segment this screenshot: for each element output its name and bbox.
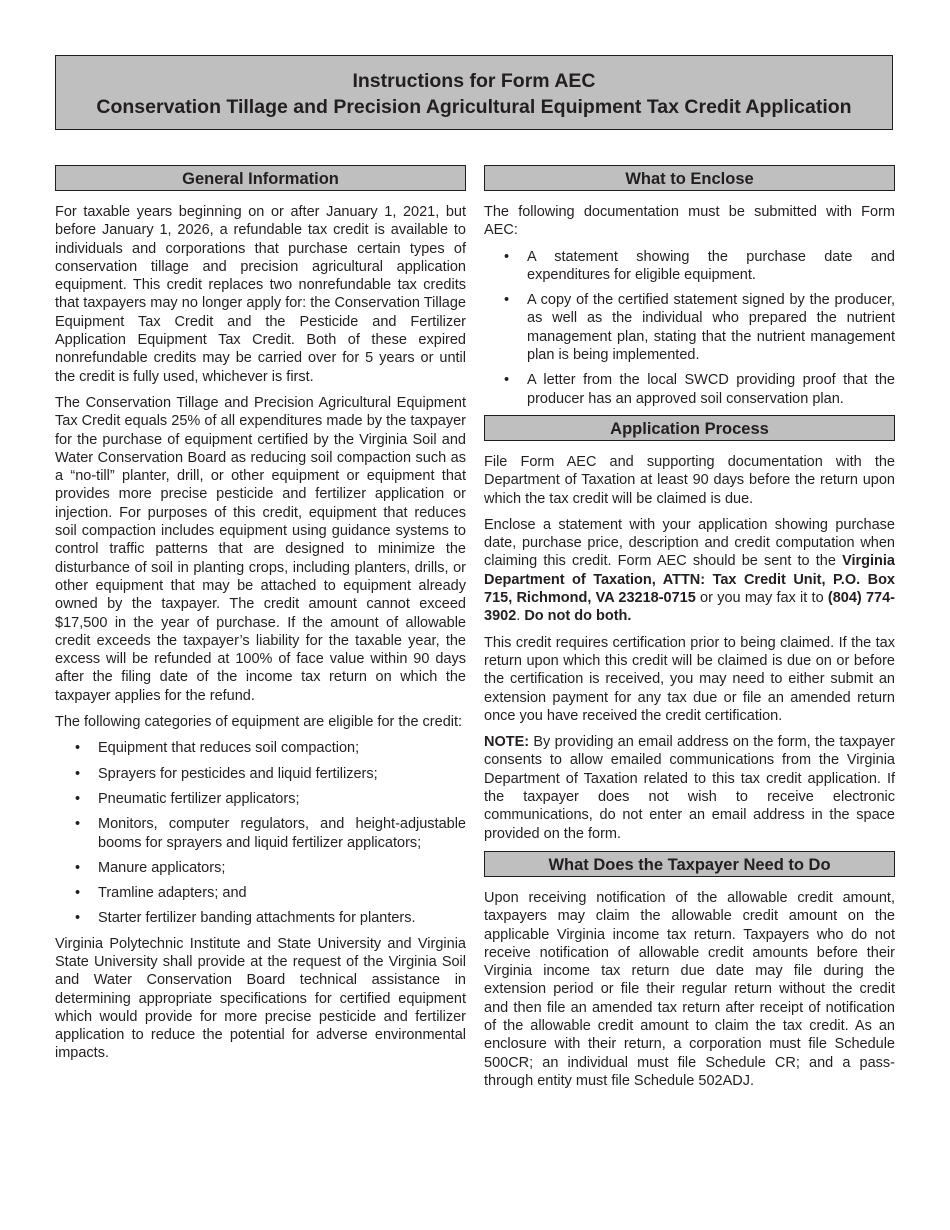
do-not-do-both: Do not do both. <box>524 608 632 625</box>
eligible-equipment-list <box>55 739 466 927</box>
list-item: • Sprayers for pesticides and liquid fertilizers; <box>55 765 466 783</box>
todo-paragraph: Upon receiving notification of the allowable credit amount, taxpayers may claim the allowable credit amount on the applicable Virginia income tax return. Taxpayers who do not receive notification of allowable credit amounts before their Virginia income tax return due date may file during the extension period or file their regular return without the credit and then file an amended tax return after receipt of notification of the allowable credit amount to claim the tax credit. As an enclosure with their return, a corporation must file Schedule 500CR; an individual must file Schedule CR; and a pass-through entity must file Schedule 502ADJ. <box>484 889 895 1089</box>
list-item: • A copy of the certified statement signed by the producer, as well as the individual who prepared the nutrient management plan, stating that the nutrient management plan is being implemented. <box>484 291 895 364</box>
general-paragraph: For taxable years beginning on or after January 1, 2021, but before January 1, 2026, a refundable tax credit is available to individuals and corporations that purchase certain types of conservation tillage and precision agricultural application equipment. This credit replaces two nonrefundable tax credits that taxpayers may no longer apply for: the Conservation Tillage Equipment Tax Credit and the Pesticide and Fertilizer Application Equipment Tax Credit. Both of these expired nonrefundable credits may be carried over for 5 years or until the credit is fully used, whichever is first. <box>55 204 466 385</box>
fax-number: (804) 774-3902 <box>484 590 895 625</box>
section-heading-todo: What Does the Taxpayer Need to Do <box>484 851 895 877</box>
left-column <box>55 165 466 1071</box>
process-paragraph: File Form AEC and supporting documentation with the Department of Taxation at least 90 days before the return upon which the tax credit will be claimed is due. <box>484 453 895 507</box>
note-label: NOTE: <box>484 734 530 751</box>
enclose-paragraph: The following documentation must be submitted with Form AEC: <box>484 204 895 239</box>
list-item: • Tramline adapters; and <box>55 884 466 902</box>
list-item: • Pneumatic fertilizer applicators; <box>55 790 466 808</box>
mailing-address: Virginia Department of Taxation, ATTN: Tax Credit Unit, P.O. Box 715, Richmond, VA 23218-0715 <box>484 553 895 607</box>
list-item: • Starter fertilizer banding attachments for planters. <box>55 909 466 927</box>
title-line-2: Conservation Tillage and Precision Agricultural Equipment Tax Credit Application <box>96 96 852 118</box>
process-paragraph <box>484 516 895 626</box>
list-item: • Manure applicators; <box>55 859 466 877</box>
general-paragraph: The Conservation Tillage and Precision Agricultural Equipment Tax Credit equals 25% of all expenditures made by the taxpayer for the purchase of equipment certified by the Virginia Soil and Water Conservation Board as reducing soil compaction such as a “no-till” planter, drill, or other equipment or equipment that provides more precise pesticide and fertilizer application or injection. For purposes of this credit, equipment that reduces soil compaction includes equipment using guidance systems to control traffic patterns that are designed to minimize the disturbance of soil in planting crops, including planters, drills, or other equipment that may be attached to equipment already owned by the taxpayer. The credit amount cannot exceed $17,500 in the year of purchase. If the amount of allowable credit exceeds the taxpayer’s liability for the taxable year, the excess will be refunded at 100% of face value within 90 days after the filing date of the income tax return on which the taxpayer applies for the refund. <box>55 394 466 704</box>
general-paragraph: The following categories of equipment are eligible for the credit: <box>55 714 463 731</box>
section-heading-process: Application Process <box>484 415 895 441</box>
right-column <box>484 165 895 1098</box>
list-item: • Monitors, computer regulators, and height-adjustable booms for sprayers and liquid fertilizer applicators; <box>55 815 466 852</box>
enclose-list <box>484 248 895 408</box>
text: . <box>516 608 525 625</box>
note-paragraph <box>484 733 895 843</box>
list-item: • A statement showing the purchase date and expenditures for eligible equipment. <box>484 248 895 285</box>
section-heading-enclose: What to Enclose <box>484 165 895 191</box>
text: Enclose a statement with your application showing purchase date, purchase price, description and credit computation when claiming this credit. Form AEC should be sent to the <box>484 516 895 570</box>
title-line-1: Instructions for Form AEC <box>352 70 596 92</box>
text: or you may fax it to <box>695 590 828 607</box>
process-paragraph: This credit requires certification prior to being claimed. If the tax return upon which this credit will be claimed is due on or before the certification is received, you may need to either submit an extension payment for any tax due or file an amended return once you have received the credit certification. <box>484 634 895 724</box>
list-item: • Equipment that reduces soil compaction; <box>55 739 466 757</box>
title-box <box>55 55 893 130</box>
list-item: • A letter from the local SWCD providing proof that the producer has an approved soil conservation plan. <box>484 371 895 408</box>
section-heading-general: General Information <box>55 165 466 191</box>
note-text: By providing an email address on the form, the taxpayer consents to allow emailed communications from the Virginia Department of Taxation related to this tax credit application. If the taxpayer does not wish to receive electronic communications, do not enter an email address in the space provided on the form. <box>484 734 895 842</box>
general-paragraph: Virginia Polytechnic Institute and State University and Virginia State University shall provide at the request of the Virginia Soil and Water Conservation Board technical assistance in determining appropriate specifications for certified equipment which would provide for more precise pesticide and fertilizer application to reduce the potential for adverse environmental impacts. <box>55 935 466 1062</box>
